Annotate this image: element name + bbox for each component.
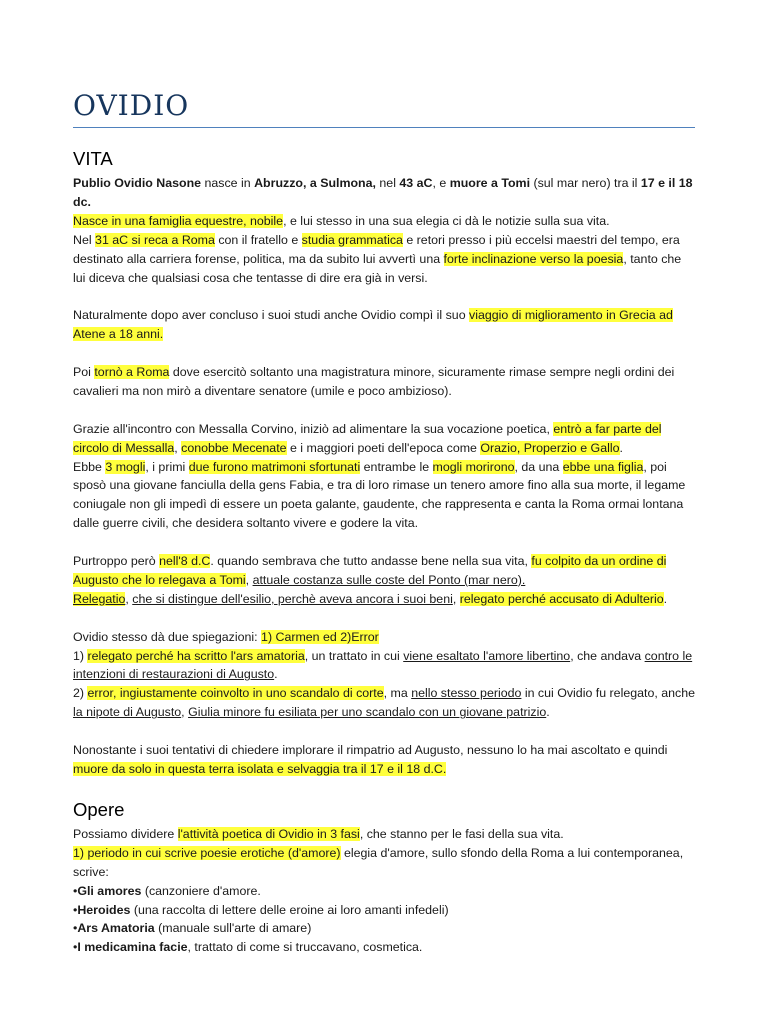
bold-birthplace: Abruzzo, a Sulmona, [254, 176, 376, 190]
underlined-text: attuale costanza sulle coste del Ponto (mar nero). [252, 572, 526, 587]
text-run: nasce in [201, 176, 255, 190]
bold-death-year: 17 e il 18 dc. [73, 176, 693, 209]
highlight: Nasce in una famiglia equestre, nobile [73, 213, 284, 228]
text-run: , [174, 440, 182, 455]
text-run: , tanto che lui diceva che qualsiasi cosa che tentasse di dire era già in versi. [73, 251, 682, 285]
text-run: . [663, 591, 668, 606]
text-run: (una raccolta di lettere delle eroine ai loro amanti infedeli) [130, 902, 449, 917]
bold-work-title: I medicamina facie [77, 940, 188, 955]
text-run: e retori presso i più eccelsi maestri del tempo, era destinato alla carriera forense, politica, ma da subito lui avvertì una [73, 232, 680, 266]
text-run: , che andava [570, 648, 645, 663]
bullet-glyph: • [73, 921, 78, 936]
text-run: . [274, 667, 278, 682]
text-run: , [452, 591, 460, 606]
text-run: (manuale sull'arte di amare) [154, 921, 312, 936]
bold-death-place: muore a Tomi [449, 176, 531, 190]
highlight: l'attività poetica di Ovidio in 3 fasi [177, 826, 360, 841]
highlight: 1) Carmen ed 2)Error [261, 629, 379, 644]
highlight: mogli morirono [432, 459, 515, 474]
text-run: Nel [73, 232, 96, 247]
title-underline-rule [73, 127, 695, 128]
bullet-glyph: • [73, 902, 78, 917]
list-item [73, 919, 696, 938]
text-run: dove esercitò soltanto una magistratura minore, sicuramente rimase sempre negli ordini dei cavalieri ma non mirò a diventare senatore (umile e poco ambizioso). [73, 365, 675, 398]
underlined-text: nello stesso periodo [411, 686, 522, 701]
text-run: entrambe le [360, 459, 433, 474]
paragraph-phases [73, 825, 696, 844]
paragraph-gap [73, 287, 696, 306]
underlined-text: viene esaltato l'amore libertino [403, 648, 571, 663]
paragraph-gap [73, 401, 696, 420]
text-run: . [546, 705, 550, 720]
text-run: (sul mar nero) tra il [530, 176, 641, 190]
paragraph-first-phase [73, 844, 696, 882]
text-run: . [619, 440, 623, 455]
highlight: studia grammatica [301, 232, 403, 247]
section-heading-vita: VITA [73, 148, 113, 169]
highlight: 3 mogli [105, 459, 146, 474]
paragraph-error [73, 684, 696, 722]
text-run: elegia d'amore, sullo sfondo della Roma a lui contemporanea, scrive: [73, 845, 684, 879]
highlight: fu colpito da un ordine di Augusto che lo relegava a Tomi [73, 554, 667, 587]
highlight: 1) periodo in cui scrive poesie erotiche (d'amore) [73, 845, 341, 860]
text-run: , e [432, 176, 450, 190]
text-run: Possiamo dividere [73, 826, 178, 841]
paragraph-gap [73, 722, 696, 741]
text-run: Ebbe [73, 459, 106, 474]
paragraph-gap [73, 344, 696, 363]
text-run: , trattato di come si truccavano, cosmetica. [187, 940, 423, 955]
paragraph-messalla [73, 420, 696, 458]
text-run: Poi [73, 365, 95, 380]
paragraph-carmen [73, 647, 696, 685]
highlight: forte inclinazione verso la poesia [443, 251, 624, 266]
highlight: entrò a far parte del circolo di Messalla [73, 421, 662, 455]
text-run: , poi sposò una giovane fanciulla della gens Fabia, e tra di loro rimase un tenero amore fino alla sua morte, il legame coniugale non gli impedì di essere un poeta galante, gaudente, che rappresenta e canta la Roma ormai lontana dalle guerre civili, che desidera soltanto vivere e godere la vita. [73, 459, 686, 531]
bold-work-title: Gli amores [77, 883, 142, 898]
text-run: , un trattato in cui [304, 648, 404, 663]
bullet-glyph: • [73, 883, 78, 898]
highlight: Relegatio [73, 591, 126, 606]
highlight: conobbe Mecenate [181, 440, 287, 455]
text-run: 1) [73, 648, 88, 663]
text-run: in cui Ovidio fu relegato, anche [521, 686, 695, 701]
underlined-text: contro le intenzioni di restaurazioni di Augusto [73, 648, 693, 682]
text-run: , e lui stesso in una sua elegia ci dà le notizie sulla sua vita. [283, 213, 610, 228]
highlight: nell'8 d.C [159, 554, 211, 569]
highlight: due furono matrimoni sfortunati [188, 459, 361, 474]
text-run: , ma [383, 686, 412, 701]
text-run: , che stanno per le fasi della sua vita. [359, 826, 564, 841]
bold-work-title: Heroides [77, 902, 131, 917]
text-run: e i maggiori poeti dell'epoca come [286, 440, 481, 455]
paragraph-education [73, 231, 696, 288]
list-item [73, 882, 696, 901]
text-run: , i primi [145, 459, 189, 474]
underlined-text: Giulia minore fu esiliata per uno scandalo con un giovane patrizio [188, 705, 547, 720]
bullet-glyph: • [73, 940, 78, 955]
highlight: Orazio, Properzio e Gallo [480, 440, 620, 455]
highlight: error, ingiustamente coinvolto in uno scandalo di corte [87, 686, 384, 701]
highlight: viaggio di miglioramento in Grecia ad Atene a 18 anni. [73, 308, 673, 342]
list-item [73, 938, 696, 957]
text-run: Naturalmente dopo aver concluso i suoi studi anche Ovidio compì il suo [73, 308, 470, 323]
bold-name: Publio Ovidio Nasone [73, 176, 202, 190]
text-run: . quando sembrava che tutto andasse bene nella sua vita, [210, 554, 532, 569]
text-run: 2) [73, 686, 88, 701]
bold-birth-year: 43 aC [399, 176, 433, 190]
text-run: Purtroppo però [73, 554, 160, 569]
text-run: con il fratello e [214, 232, 302, 247]
paragraph-death [73, 741, 696, 779]
paragraph-gap [73, 533, 696, 552]
highlight: 31 aC si reca a Roma [95, 232, 215, 247]
paragraph-gap [73, 609, 696, 628]
paragraph-return [73, 363, 696, 401]
highlight: tornò a Roma [94, 365, 170, 380]
bold-work-title: Ars Amatoria [77, 921, 155, 936]
text-run: nel [375, 176, 400, 190]
paragraph-relegatio [73, 590, 696, 609]
underlined-text: che si distingue dell'esilio, perchè aveva ancora i suoi beni [132, 591, 453, 606]
text-run: Nonostante i suoi tentativi di chiedere implorare il rimpatrio ad Augusto, nessuno lo ha mai ascoltato e quindi [73, 743, 668, 758]
highlight: relegato perché ha scritto l'ars amatoria [87, 648, 305, 663]
text-run: , da una [514, 459, 563, 474]
section-heading-opere: Opere [73, 798, 125, 820]
text-run: (canzoniere d'amore. [141, 883, 261, 898]
text-run: Ovidio stesso dà due spiegazioni: [73, 629, 262, 644]
text-run: , [181, 705, 189, 720]
underlined-text: la nipote di Augusto [73, 705, 182, 720]
paragraph-relegation [73, 552, 696, 590]
paragraph-journey [73, 306, 696, 344]
paragraph-explanations [73, 628, 696, 647]
paragraph-birth [73, 174, 696, 212]
text-run: Grazie all'incontro con Messalla Corvino, iniziò ad alimentare la sua vocazione poetica, [73, 421, 554, 436]
paragraph-wives [73, 458, 696, 534]
document-title: OVIDIO [73, 89, 190, 122]
text-run: , [245, 572, 253, 587]
highlight: relegato perché accusato di Adulterio [459, 591, 664, 606]
highlight: muore da solo in questa terra isolata e selvaggia tra il 17 e il 18 d.C. [73, 762, 447, 776]
text-run: , [125, 591, 133, 606]
list-item [73, 901, 696, 920]
paragraph-family [73, 212, 696, 231]
highlight: ebbe una figlia [562, 459, 644, 474]
